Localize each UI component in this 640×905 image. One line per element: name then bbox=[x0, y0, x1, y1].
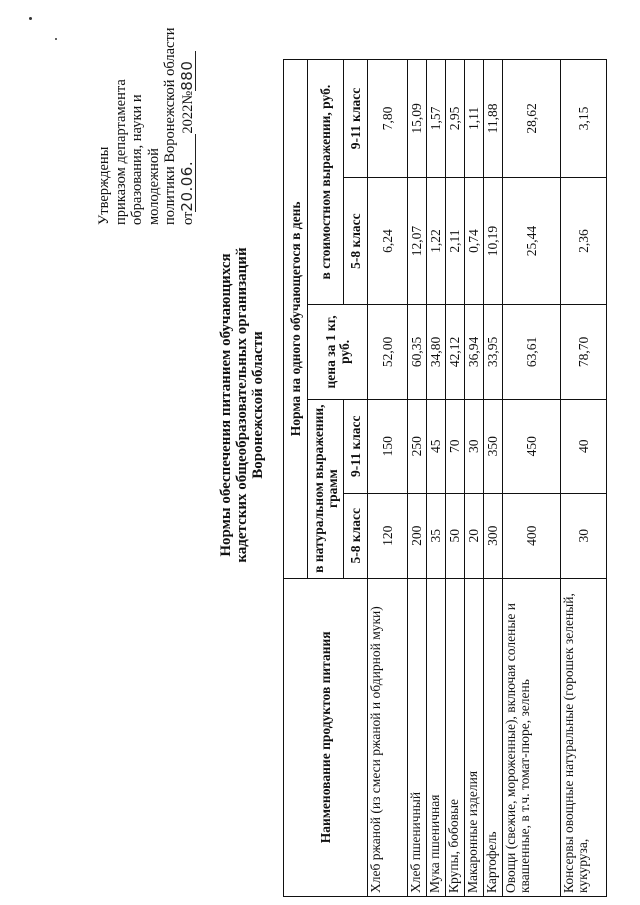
table-row bbox=[408, 60, 427, 897]
grams-5-8: 20 bbox=[465, 493, 484, 578]
header-row bbox=[284, 60, 308, 897]
header-norm-per-day: Норма на одного обучающегося в день bbox=[284, 60, 308, 579]
approval-date-line bbox=[179, 25, 197, 225]
price-per-kg: 34,80 bbox=[427, 305, 446, 399]
product-name: Хлеб ржаной (из смеси ржаной и обдирной муки) bbox=[368, 578, 408, 896]
grams-9-11: 70 bbox=[446, 399, 465, 493]
grams-9-11: 30 bbox=[465, 399, 484, 493]
cost-5-8: 25,44 bbox=[503, 177, 561, 304]
cost-9-11: 2,95 bbox=[446, 60, 465, 178]
product-name: Консервы овощные натуральные (горошек зеленый, кукуруза, bbox=[561, 578, 607, 896]
cost-9-11: 1,57 bbox=[427, 60, 446, 178]
cost-5-8: 2,36 bbox=[561, 177, 607, 304]
number-sign: № bbox=[179, 90, 196, 105]
grams-5-8: 50 bbox=[446, 493, 465, 578]
grams-9-11: 45 bbox=[427, 399, 446, 493]
approval-year: 2022 bbox=[179, 104, 196, 134]
price-per-kg: 33,95 bbox=[484, 305, 503, 399]
grams-5-8: 300 bbox=[484, 493, 503, 578]
grams-5-8: 400 bbox=[503, 493, 561, 578]
table-row bbox=[427, 60, 446, 897]
grams-5-8: 30 bbox=[561, 493, 607, 578]
price-per-kg: 36,94 bbox=[465, 305, 484, 399]
header-grade-9-11: 9-11 класс bbox=[344, 399, 368, 493]
header-grade-9-11: 9-11 класс bbox=[344, 60, 368, 178]
product-name: Макаронные изделия bbox=[465, 578, 484, 896]
approval-line: молодежной bbox=[145, 148, 162, 225]
cost-9-11: 3,15 bbox=[561, 60, 607, 178]
header-cost: в стоимостном выражении, руб. bbox=[308, 60, 344, 305]
cost-9-11: 7,80 bbox=[368, 60, 408, 178]
cost-9-11: 1,11 bbox=[465, 60, 484, 178]
grams-9-11: 250 bbox=[408, 399, 427, 493]
cost-5-8: 2,11 bbox=[446, 177, 465, 304]
document-title bbox=[218, 195, 266, 615]
product-name: Хлеб пшеничный bbox=[408, 578, 427, 896]
grams-9-11: 350 bbox=[484, 399, 503, 493]
product-name: Крупы, бобовые bbox=[446, 578, 465, 896]
grams-5-8: 200 bbox=[408, 493, 427, 578]
cost-9-11: 15,09 bbox=[408, 60, 427, 178]
grams-5-8: 120 bbox=[368, 493, 408, 578]
title-line: кадетских общеобразовательных организаций bbox=[234, 247, 250, 563]
table-row bbox=[484, 60, 503, 897]
price-per-kg: 60,35 bbox=[408, 305, 427, 399]
table-row bbox=[368, 60, 408, 897]
cost-5-8: 10,19 bbox=[484, 177, 503, 304]
product-name: Мука пшеничная bbox=[427, 578, 446, 896]
cost-5-8: 12,07 bbox=[408, 177, 427, 304]
approval-stamp bbox=[96, 25, 196, 225]
product-name: Овощи (свежие, мороженные), включая соленые и квашенные, в т.ч. томат-пюре, зелень bbox=[503, 578, 561, 896]
table-row bbox=[561, 60, 607, 897]
table-row bbox=[446, 60, 465, 897]
handwritten-date: 20.06. bbox=[179, 134, 197, 212]
handwritten-number: 880 bbox=[179, 51, 197, 91]
table-row bbox=[465, 60, 484, 897]
approval-line: образования, науки и bbox=[129, 94, 145, 225]
cost-9-11: 11,88 bbox=[484, 60, 503, 178]
cost-5-8: 0,74 bbox=[465, 177, 484, 304]
food-norms-table bbox=[283, 59, 607, 897]
grams-9-11: 150 bbox=[368, 399, 408, 493]
price-per-kg: 78,70 bbox=[561, 305, 607, 399]
price-per-kg: 52,00 bbox=[368, 305, 408, 399]
header-product-name: Наименование продуктов питания bbox=[284, 578, 368, 896]
title-line: Воронежской области bbox=[250, 331, 266, 479]
cost-9-11: 28,62 bbox=[503, 60, 561, 178]
header-natural: в натуральном выражении, грамм bbox=[308, 399, 344, 578]
approval-line: приказом департамента bbox=[112, 79, 129, 225]
header-grade-5-8: 5-8 класс bbox=[344, 493, 368, 578]
grams-9-11: 40 bbox=[561, 399, 607, 493]
approval-line: политики Воронежской области bbox=[162, 27, 178, 225]
grams-5-8: 35 bbox=[427, 493, 446, 578]
table-row bbox=[503, 60, 561, 897]
grams-9-11: 450 bbox=[503, 399, 561, 493]
date-prefix: от bbox=[179, 211, 196, 225]
title-line: Нормы обеспечения питанием обучающихся bbox=[218, 253, 234, 557]
product-name: Картофель bbox=[484, 578, 503, 896]
approval-line: Утверждены bbox=[96, 146, 112, 225]
price-per-kg: 63,61 bbox=[503, 305, 561, 399]
header-grade-5-8: 5-8 класс bbox=[344, 177, 368, 304]
header-price: цена за 1 кг, руб. bbox=[308, 305, 368, 399]
cost-5-8: 1,22 bbox=[427, 177, 446, 304]
cost-5-8: 6,24 bbox=[368, 177, 408, 304]
price-per-kg: 42,12 bbox=[446, 305, 465, 399]
